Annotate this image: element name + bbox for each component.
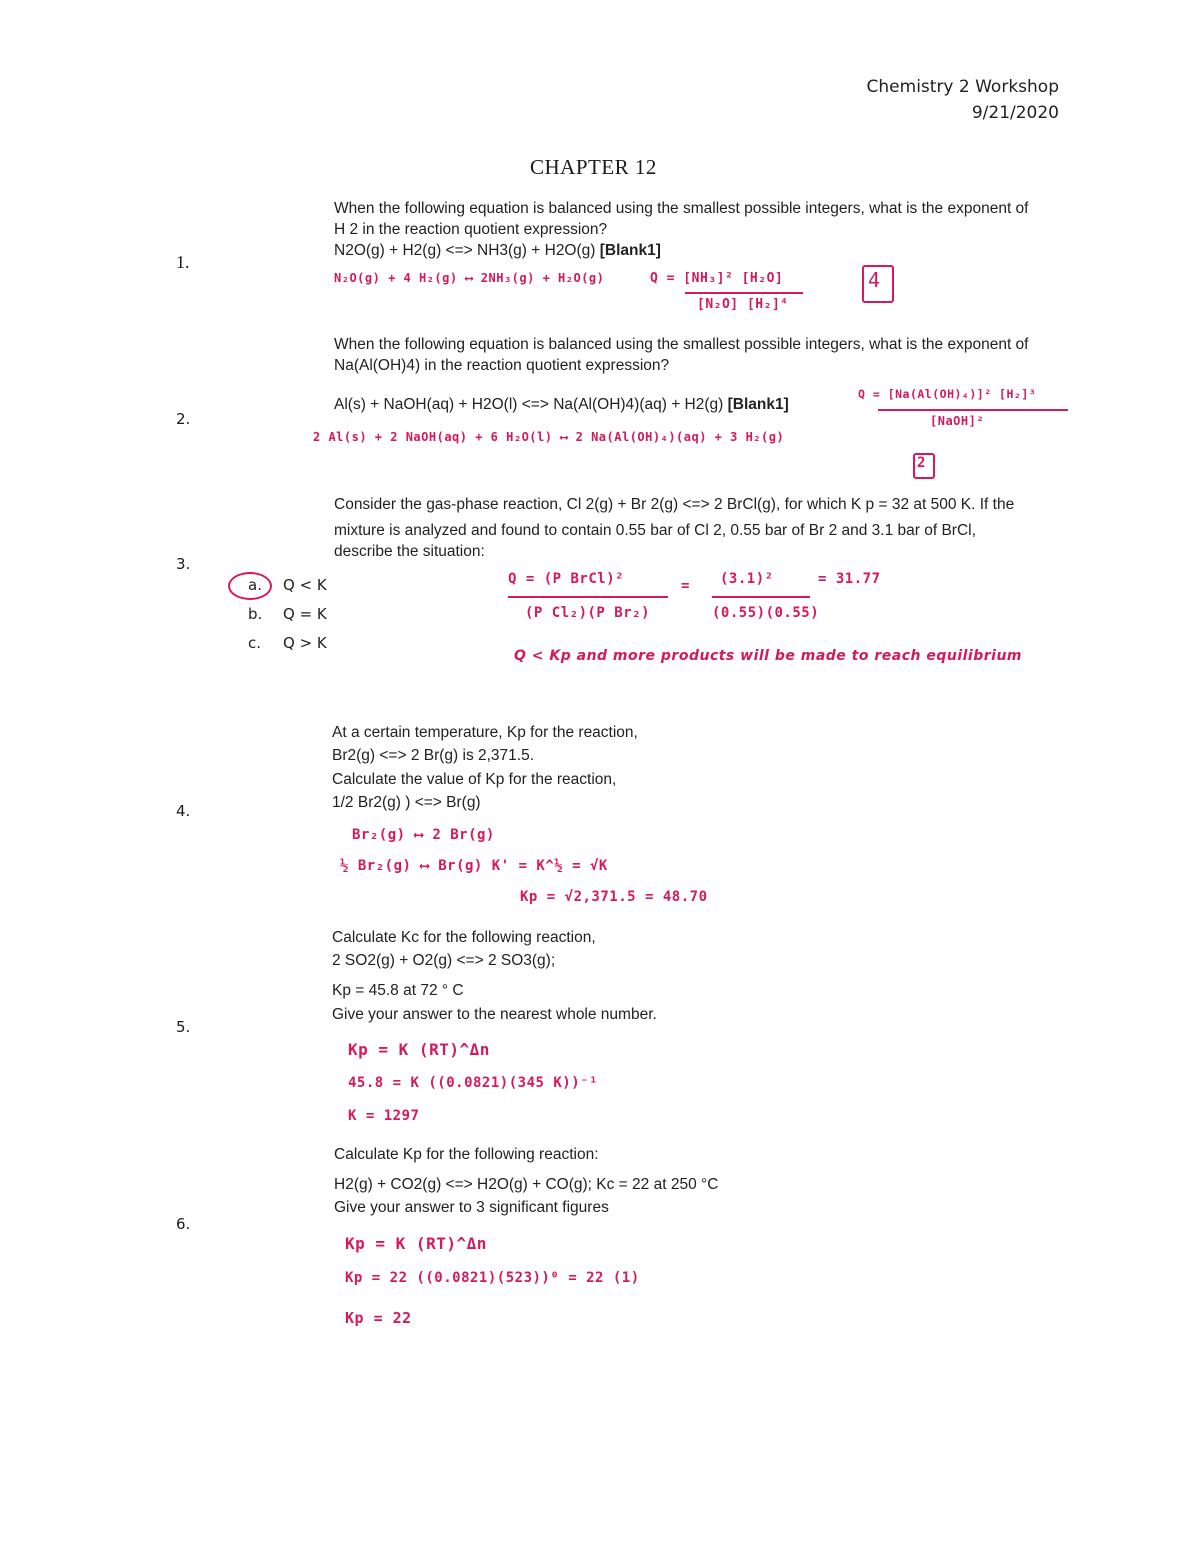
q4-work-line3: Kp = √2,371.5 = 48.70 bbox=[520, 889, 708, 905]
q3-work-conclusion: Q < Kp and more products will be made to reach equilibrium bbox=[514, 648, 1022, 664]
q4-work-line1: Br₂(g) ⟷ 2 Br(g) bbox=[352, 827, 495, 843]
q3-work-value-denominator: (0.55)(0.55) bbox=[712, 605, 820, 621]
q3-option-a-letter: a. bbox=[248, 576, 262, 594]
q2-text-line2: Na(Al(OH)4) in the reaction quotient expression? bbox=[334, 357, 670, 374]
q3-work-q-numerator: Q = (P BrCl)² bbox=[508, 571, 625, 587]
q4-text-line2: Br2(g) <=> 2 Br(g) is 2,371.5. bbox=[332, 747, 535, 764]
q2-work-q-denominator: [NaOH]² bbox=[930, 414, 985, 428]
q1-equation: N2O(g) + H2(g) <=> NH3(g) + H2O(g) [Blank1] bbox=[334, 242, 661, 259]
question-number-4: 4. bbox=[176, 802, 191, 820]
q3-fraction-bar bbox=[508, 596, 668, 598]
q3-work-value-numerator: (3.1)² bbox=[720, 571, 774, 587]
q2-fraction-bar bbox=[878, 409, 1068, 411]
q6-text-line3: Give your answer to 3 significant figures bbox=[334, 1199, 609, 1216]
q4-text-line3: Calculate the value of Kp for the reaction, bbox=[332, 771, 617, 788]
question-number-6: 6. bbox=[176, 1215, 191, 1233]
q4-work-line2: ½ Br₂(g) ⟷ Br(g) K' = K^½ = √K bbox=[340, 858, 608, 874]
q3-option-c-letter: c. bbox=[248, 634, 262, 652]
q3-text-line1: Consider the gas-phase reaction, Cl 2(g) + Br 2(g) <=> 2 BrCl(g), for which K p = 32 at 500 K. If the bbox=[334, 496, 1015, 513]
q2-answer: 2 bbox=[917, 455, 926, 471]
q1-work-balanced: N₂O(g) + 4 H₂(g) ⟷ 2NH₃(g) + H₂O(g) bbox=[334, 271, 605, 285]
q5-text-line2: 2 SO2(g) + O2(g) <=> 2 SO3(g); bbox=[332, 952, 556, 969]
q6-work-line1: Kp = K (RT)^Δn bbox=[345, 1234, 487, 1253]
header-date: 9/21/2020 bbox=[971, 103, 1059, 123]
q1-answer: 4 bbox=[868, 268, 881, 292]
q3-work-q-denominator: (P Cl₂)(P Br₂) bbox=[525, 605, 651, 621]
q1-fraction-bar bbox=[685, 292, 803, 294]
q5-work-line1: Kp = K (RT)^Δn bbox=[348, 1040, 490, 1059]
chapter-heading: CHAPTER 12 bbox=[530, 155, 657, 179]
q3-work-equals: = bbox=[681, 578, 690, 594]
question-number-1: 1. bbox=[176, 252, 190, 272]
q1-text-line2: H 2 in the reaction quotient expression? bbox=[334, 221, 608, 238]
question-number-2: 2. bbox=[176, 410, 191, 428]
q4-text-line1: At a certain temperature, Kp for the reaction, bbox=[332, 724, 638, 741]
q6-work-line3: Kp = 22 bbox=[345, 1309, 412, 1327]
q4-text-line4: 1/2 Br2(g) ) <=> Br(g) bbox=[332, 794, 481, 811]
q6-text-line2: H2(g) + CO2(g) <=> H2O(g) + CO(g); Kc = 22 at 250 °C bbox=[334, 1176, 719, 1193]
question-number-5: 5. bbox=[176, 1018, 191, 1036]
q5-text-line4: Give your answer to the nearest whole number. bbox=[332, 1006, 657, 1023]
q2-blank: [Blank1] bbox=[727, 396, 789, 413]
q3-option-b-text: Q = K bbox=[283, 605, 327, 623]
question-number-3: 3. bbox=[176, 555, 191, 573]
q3-option-a-text: Q < K bbox=[283, 576, 327, 594]
q3-work-result: = 31.77 bbox=[818, 571, 881, 587]
q3-option-b-letter: b. bbox=[248, 605, 263, 623]
q5-work-line2: 45.8 = K ((0.0821)(345 K))⁻¹ bbox=[348, 1075, 599, 1091]
q2-work-balanced: 2 Al(s) + 2 NaOH(aq) + 6 H₂O(l) ⟷ 2 Na(Al(OH)₄)(aq) + 3 H₂(g) bbox=[313, 430, 785, 444]
q2-work-q-numerator: Q = [Na(Al(OH)₄)]² [H₂]³ bbox=[858, 387, 1037, 401]
q6-text-line1: Calculate Kp for the following reaction: bbox=[334, 1146, 599, 1163]
q2-text-line1: When the following equation is balanced using the smallest possible integers, what is the exponent of bbox=[334, 336, 1029, 353]
q1-text-line1: When the following equation is balanced using the smallest possible integers, what is the exponent of bbox=[334, 200, 1029, 217]
q1-work-q-numerator: Q = [NH₃]² [H₂O] bbox=[650, 271, 784, 286]
q2-equation: Al(s) + NaOH(aq) + H2O(l) <=> Na(Al(OH)4)(aq) + H2(g) [Blank1] bbox=[334, 396, 789, 413]
q1-work-q-denominator: [N₂O] [H₂]⁴ bbox=[697, 297, 789, 312]
q3-text-line3: describe the situation: bbox=[334, 543, 485, 560]
q5-work-line3: K = 1297 bbox=[348, 1108, 420, 1124]
header-title: Chemistry 2 Workshop bbox=[866, 77, 1059, 97]
q1-blank: [Blank1] bbox=[599, 242, 661, 259]
q5-text-line3: Kp = 45.8 at 72 ° C bbox=[332, 982, 464, 999]
q5-text-line1: Calculate Kc for the following reaction, bbox=[332, 929, 596, 946]
q3-text-line2: mixture is analyzed and found to contain 0.55 bar of Cl 2, 0.55 bar of Br 2 and 3.1 bar of BrCl, bbox=[334, 522, 976, 539]
q3-option-c-text: Q > K bbox=[283, 634, 327, 652]
q6-work-line2: Kp = 22 ((0.0821)(523))⁰ = 22 (1) bbox=[345, 1270, 640, 1286]
q3-value-fraction-bar bbox=[712, 596, 810, 598]
